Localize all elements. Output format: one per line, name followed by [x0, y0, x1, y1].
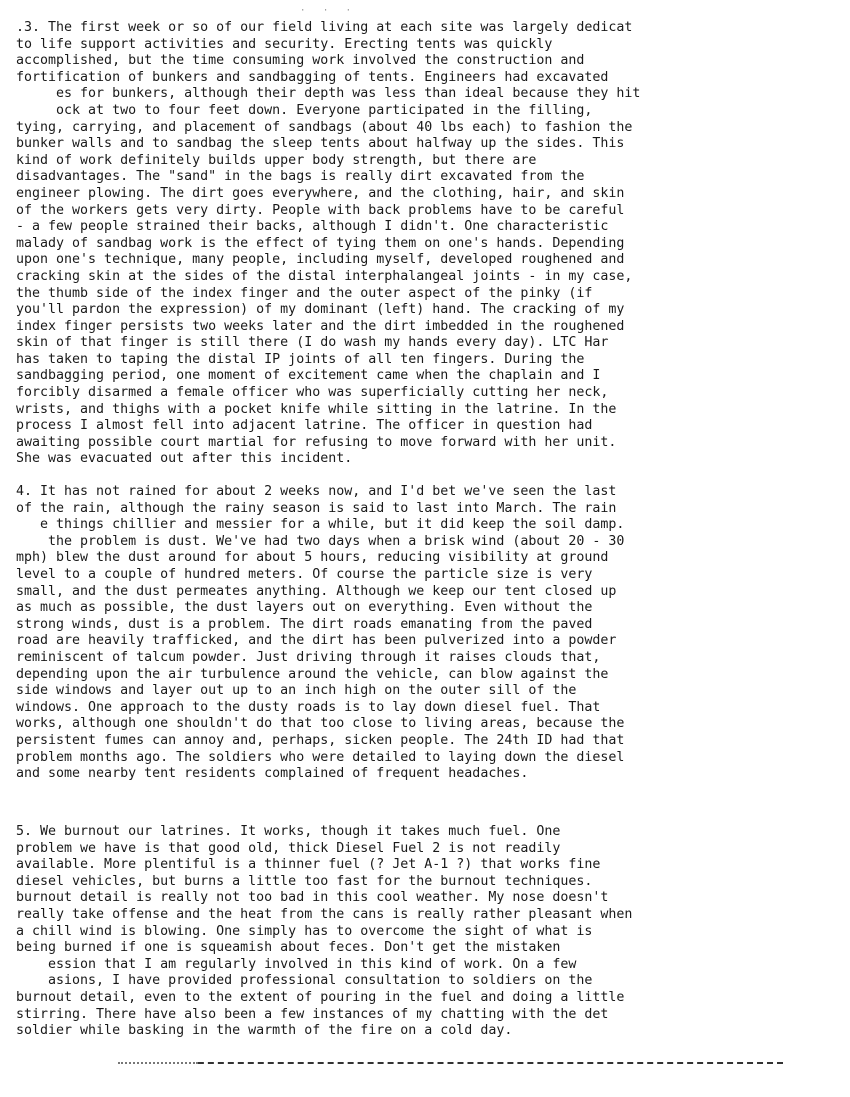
- text-line: e things chillier and messier for a while, but it did keep the soil damp.: [16, 517, 625, 533]
- scan-specks: · · ·: [300, 6, 358, 16]
- text-line: to life support activities and security. Erecting tents was quickly: [16, 36, 553, 52]
- text-line: disadvantages. The "sand" in the bags is really dirt excavated from the: [16, 169, 585, 185]
- text-line: upon one's technique, many people, including myself, developed roughened and: [16, 252, 625, 268]
- text-line: index finger persists two weeks later and the dirt imbedded in the roughened: [16, 318, 625, 334]
- text-line: accomplished, but the time consuming work involved the construction and: [16, 53, 585, 69]
- text-line: works, although one shouldn't do that too close to living areas, because the: [16, 716, 625, 732]
- text-line: bunker walls and to sandbag the sleep tents about halfway up the sides. This: [16, 136, 625, 152]
- text-line: as much as possible, the dust layers out on everything. Even without the: [16, 600, 593, 616]
- text-line: awaiting possible court martial for refusing to move forward with her unit.: [16, 434, 617, 450]
- text-line: of the workers gets very dirty. People with back problems have to be careful: [16, 202, 625, 218]
- text-line: soldier while basking in the warmth of the fire on a cold day.: [16, 1023, 513, 1039]
- text-line: you'll pardon the expression) of my dominant (left) hand. The cracking of my: [16, 302, 625, 318]
- text-line: small, and the dust permeates anything. Although we keep our tent closed up: [16, 583, 617, 599]
- text-line: ession that I am regularly involved in this kind of work. On a few: [16, 956, 577, 972]
- text-line: and some nearby tent residents complained of frequent headaches.: [16, 766, 529, 782]
- text-line: burnout detail is really not too bad in this cool weather. My nose doesn't: [16, 890, 609, 906]
- text-line: cracking skin at the sides of the distal interphalangeal joints - in my case,: [16, 268, 633, 284]
- text-line: forcibly disarmed a female officer who was superficially cutting her neck,: [16, 385, 609, 401]
- text-line: stirring. There have also been a few instances of my chatting with the det: [16, 1006, 609, 1022]
- text-line: road are heavily trafficked, and the dirt has been pulverized into a powder: [16, 633, 617, 649]
- paragraph-5: [16, 824, 846, 1040]
- text-line: side windows and layer out up to an inch high on the outer sill of the: [16, 683, 577, 699]
- text-line: of the rain, although the rainy season is said to last into March. The rain: [16, 500, 617, 516]
- text-line: being burned if one is squeamish about feces. Don't get the mistaken: [16, 940, 561, 956]
- text-line: mph) blew the dust around for about 5 hours, reducing visibility at ground: [16, 550, 609, 566]
- dashed-divider-faint-start: [118, 1062, 198, 1066]
- text-line: malady of sandbag work is the effect of tying them on one's hands. Depending: [16, 235, 625, 251]
- dashed-divider: [118, 1062, 783, 1074]
- text-line: She was evacuated out after this incident.: [16, 451, 353, 467]
- text-line: windows. One approach to the dusty roads is to lay down diesel fuel. That: [16, 699, 601, 715]
- text-line: fortification of bunkers and sandbagging of tents. Engineers had excavated: [16, 69, 609, 85]
- paragraph-3: [16, 20, 846, 468]
- text-line: level to a couple of hundred meters. Of course the particle size is very: [16, 566, 593, 582]
- text-line: 4. It has not rained for about 2 weeks now, and I'd bet we've seen the last: [16, 484, 617, 499]
- text-line: ock at two to four feet down. Everyone participated in the filling,: [16, 102, 593, 118]
- text-line: really take offense and the heat from the cans is really rather pleasant when: [16, 906, 633, 922]
- text-line: es for bunkers, although their depth was less than ideal because they hit: [16, 86, 641, 102]
- text-line: sandbagging period, one moment of excitement came when the chaplain and I: [16, 368, 601, 384]
- text-line: process I almost fell into adjacent latrine. The officer in question had: [16, 418, 593, 434]
- text-line: a chill wind is blowing. One simply has to overcome the sight of what is: [16, 923, 593, 939]
- text-line: skin of that finger is still there (I do wash my hands every day). LTC Har: [16, 335, 609, 351]
- text-line: diesel vehicles, but burns a little too fast for the burnout techniques.: [16, 873, 593, 889]
- text-line: problem months ago. The soldiers who were detailed to laying down the diesel: [16, 749, 625, 765]
- text-line: engineer plowing. The dirt goes everywhere, and the clothing, hair, and skin: [16, 185, 625, 201]
- text-line: strong winds, dust is a problem. The dirt roads emanating from the paved: [16, 616, 593, 632]
- text-line: kind of work definitely builds upper body strength, but there are: [16, 152, 537, 168]
- text-line: reminiscent of talcum powder. Just driving through it raises clouds that,: [16, 649, 601, 665]
- text-line: available. More plentiful is a thinner fuel (? Jet A-1 ?) that works fine: [16, 857, 601, 873]
- text-line: the thumb side of the index finger and the outer aspect of the pinky (if: [16, 285, 593, 301]
- text-line: - a few people strained their backs, although I didn't. One characteristic: [16, 219, 609, 235]
- text-line: has taken to taping the distal IP joints of all ten fingers. During the: [16, 351, 585, 367]
- text-line: depending upon the air turbulence around the vehicle, can blow against the: [16, 666, 609, 682]
- text-line: problem we have is that good old, thick Diesel Fuel 2 is not readily: [16, 840, 561, 856]
- text-line: tying, carrying, and placement of sandbags (about 40 lbs each) to fashion the: [16, 119, 633, 135]
- text-line: persistent fumes can annoy and, perhaps, sicken people. The 24th ID had that: [16, 732, 625, 748]
- text-line: wrists, and thighs with a pocket knife while sitting in the latrine. In the: [16, 401, 617, 417]
- text-line: .3. The first week or so of our field living at each site was largely dedicat: [16, 20, 633, 35]
- text-line: burnout detail, even to the extent of pouring in the fuel and doing a little: [16, 989, 625, 1005]
- text-line: 5. We burnout our latrines. It works, though it takes much fuel. One: [16, 824, 561, 839]
- paragraph-4: [16, 484, 846, 783]
- text-line: the problem is dust. We've had two days when a brisk wind (about 20 - 30: [16, 533, 625, 549]
- text-line: asions, I have provided professional consultation to soldiers on the: [16, 973, 593, 989]
